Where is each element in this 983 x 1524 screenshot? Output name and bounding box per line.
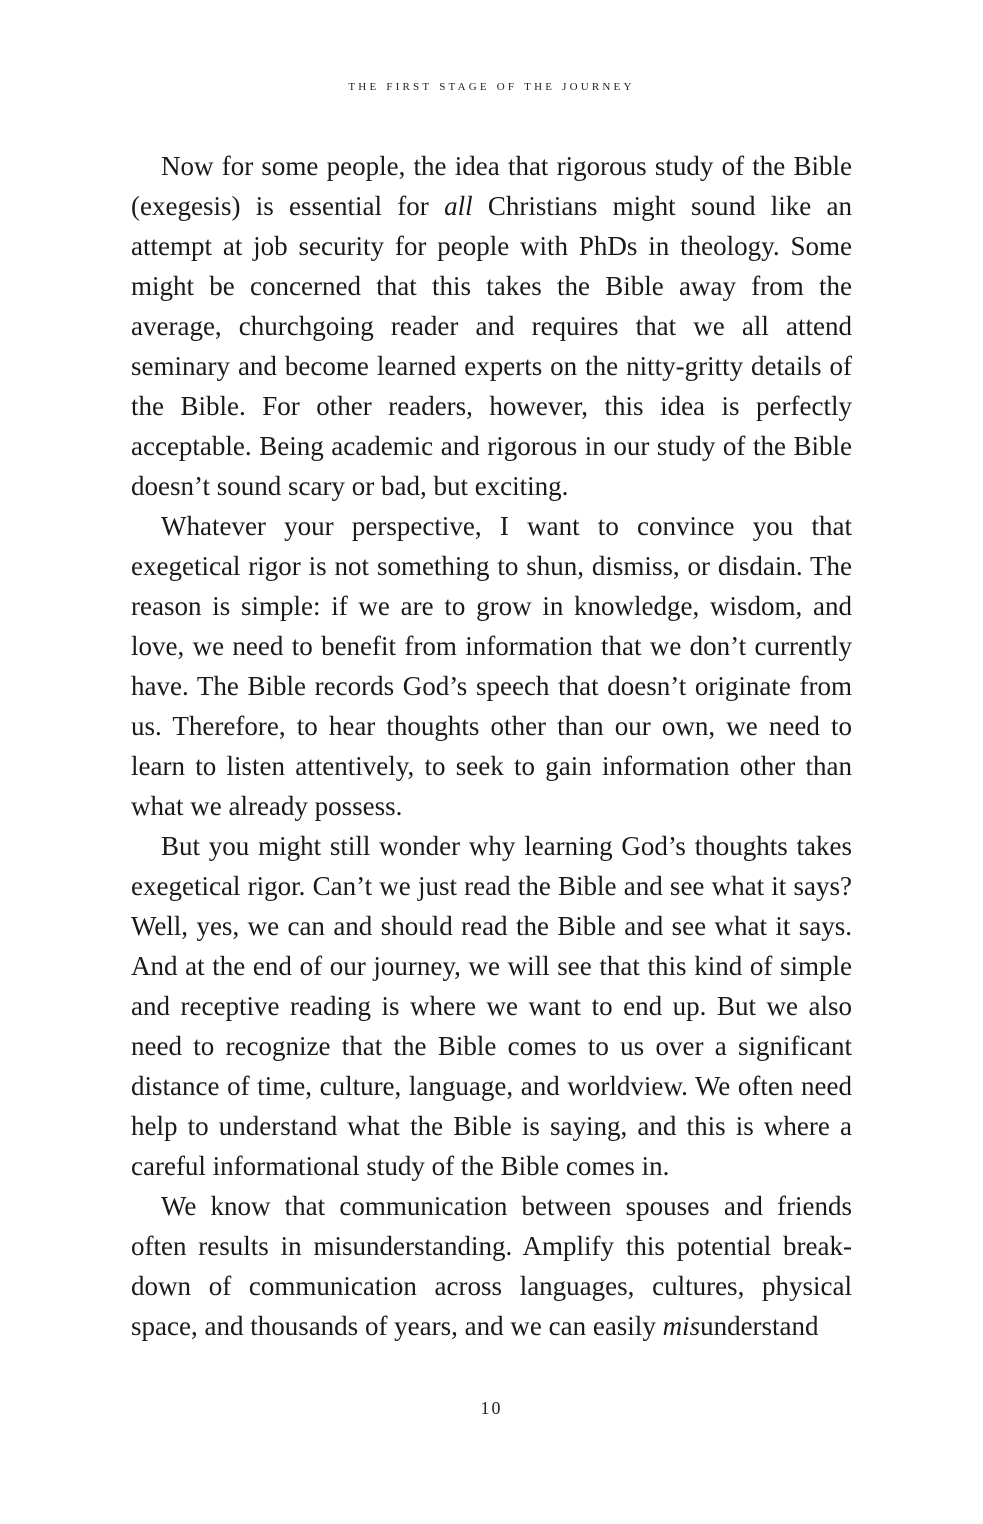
body-text: [131, 146, 852, 1346]
running-head: the first stage of the journey: [348, 78, 635, 94]
paragraph-1-text: Now for some people, the idea that rigorous study of the Bible (exegesis) is essential for: [131, 151, 852, 221]
paragraph-2: Whatever your perspective, I want to convince you that exegetical rigor is not something to shun, dismiss, or disdain. The reason is simple: if we are to grow in knowledge, wisdom, and love, we need to benefit from information that we don’t currently have. The Bible records God’s speech that doesn’t originate from us. Therefore, to hear thoughts other than our own, we need to learn to listen attentively, to seek to gain information other than what we already possess.: [131, 511, 852, 821]
paragraph-4-text: We know that communication between spouses and friends often results in misunderstanding. Amplify this potential breakdown of communication across languages, cultures, physical space, and thousands of years, and we can easily: [131, 1191, 852, 1341]
paragraph-4: [131, 1186, 852, 1346]
paragraph-1-emphasis: all: [444, 191, 473, 221]
paragraph-4-emphasis: mis: [662, 1311, 701, 1341]
paragraph-1: [131, 146, 852, 506]
paragraph-4-text-cont: understand: [700, 1311, 819, 1341]
page-number: 10: [480, 1398, 503, 1418]
paragraph-3: But you might still wonder why learning God’s thoughts takes exegetical rigor. Can’t we just read the Bible and see what it says? Well, yes, we can and should read the Bible and see what it says. And at the end of our journey, we will see that this kind of simple and receptive reading is where we want to end up. But we also need to recognize that the Bible comes to us over a significant distance of time, culture, language, and worldview. We often need help to understand what the Bible is saying, and this is where a careful informational study of the Bible comes in.: [131, 831, 852, 1181]
paragraph-1-text-cont: Christians might sound like an attempt at job security for people with PhDs in theology. Some might be concerned that this takes the Bible away from the average, churchgoing reader and requires that we all attend seminary and become learned experts on the nitty-gritty details of the Bible. For other readers, however, this idea is perfectly acceptable. Being academic and rigorous in our study of the Bible doesn’t sound scary or bad, but exciting.: [131, 191, 852, 501]
